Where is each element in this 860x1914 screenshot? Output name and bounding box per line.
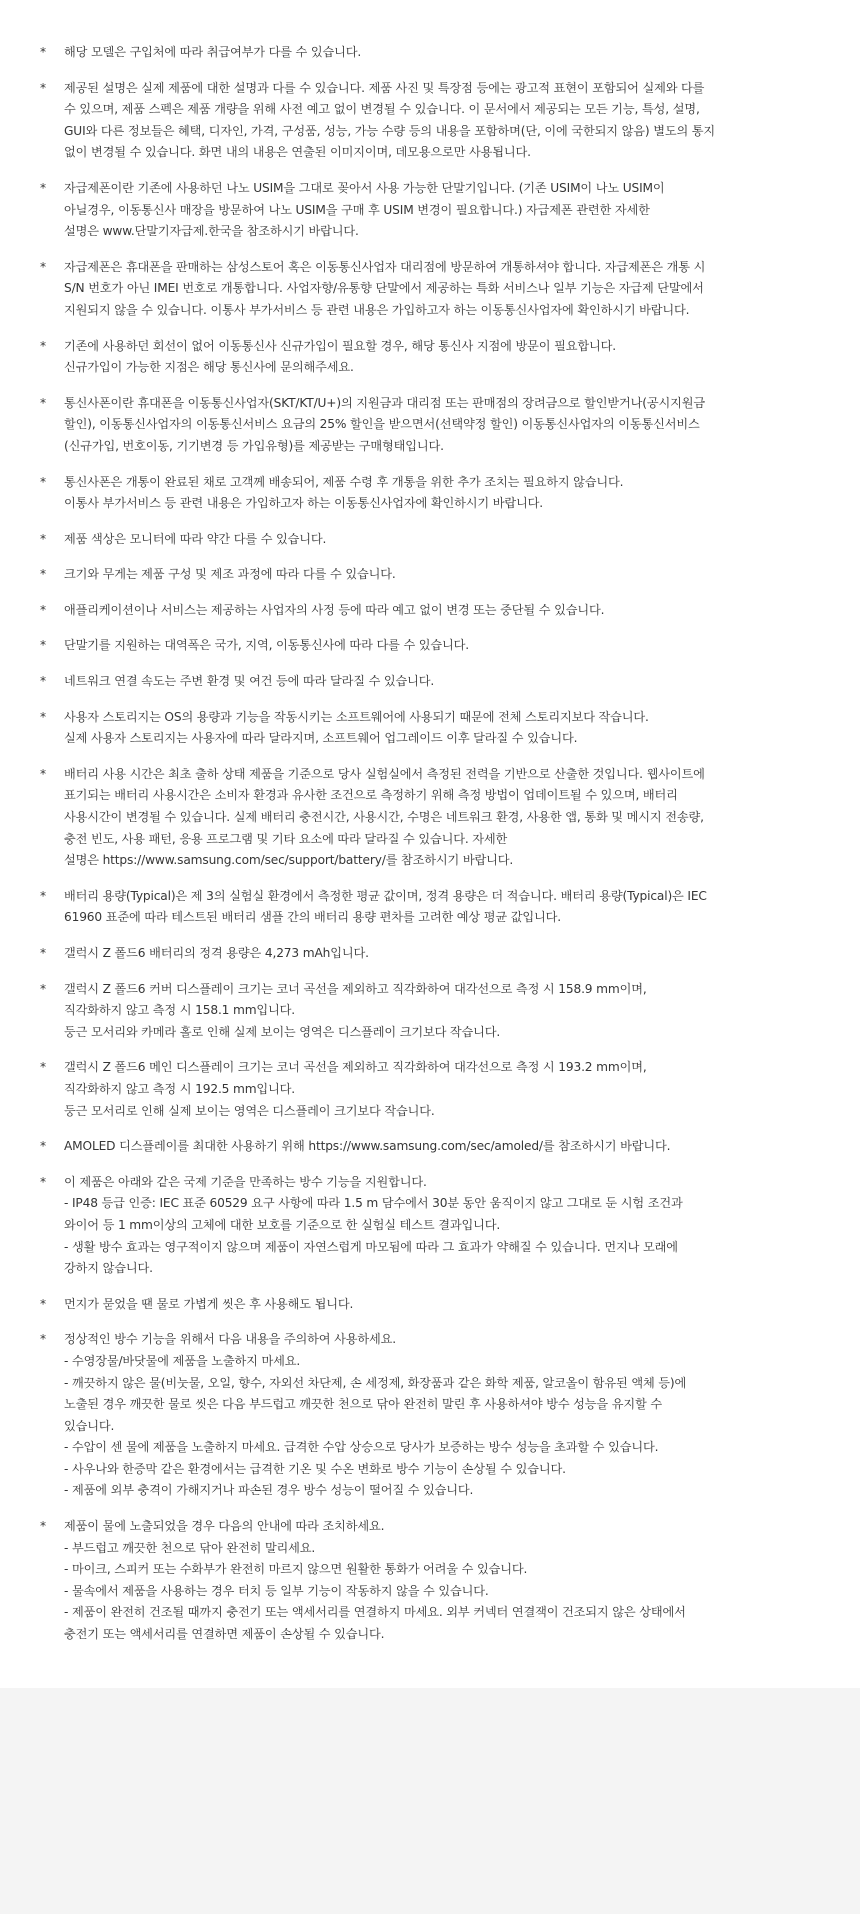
disclaimer-item bbox=[40, 635, 820, 657]
disclaimer-line: * 갤럭시 Z 폴드6 커버 디스플레이 크기는 코너 곡선을 제외하고 직각화하여 대각선으로 측정 시 158.9 mm이며, bbox=[64, 981, 647, 996]
disclaimer-line: * 제품 색상은 모니터에 따라 약간 다를 수 있습니다. bbox=[64, 531, 327, 546]
disclaimer-line: 아닐경우, 이동통신사 매장을 방문하여 나노 USIM을 구매 후 USIM 변경이 필요합니다.) 자급제폰 관련한 자세한 bbox=[64, 202, 650, 217]
disclaimer-line: 지원되지 않을 수 있습니다. 이통사 부가서비스 등 관련 내용은 가입하고자 하는 이동통신사업자에 확인하시기 바랍니다. bbox=[64, 302, 690, 317]
disclaimer-line: 사용시간이 변경될 수 있습니다. 실제 배터리 충전시간, 사용시간, 수명은 네트워크 환경, 사용한 앱, 통화 및 메시지 전송량, bbox=[64, 810, 704, 825]
disclaimer-line: - 부드럽고 깨끗한 천으로 닦아 완전히 말리세요. bbox=[64, 1540, 316, 1555]
disclaimer-item bbox=[40, 943, 820, 965]
disclaimer-line: * 단말기를 지원하는 대역폭은 국가, 지역, 이동통신사에 따라 다를 수 있습니다. bbox=[64, 638, 470, 653]
disclaimer-line: * 해당 모델은 구입처에 따라 취급여부가 다를 수 있습니다. bbox=[64, 45, 362, 59]
disclaimer-line: * 자급제폰이란 기존에 사용하던 나노 USIM을 그대로 꽂아서 사용 가능한 단말기입니다. (기존 USIM이 나노 USIM이 bbox=[64, 180, 665, 195]
disclaimer-item bbox=[40, 564, 820, 586]
disclaimer-line: * 크기와 무게는 제품 구성 및 제조 과정에 따라 다를 수 있습니다. bbox=[64, 567, 396, 582]
disclaimer-item bbox=[40, 42, 820, 64]
disclaimer-line: - IP48 등급 인증: IEC 표준 60529 요구 사항에 따라 1.5 m 담수에서 30분 동안 움직이지 않고 그대로 둔 시험 조건과 bbox=[64, 1196, 683, 1211]
disclaimer-item bbox=[40, 600, 820, 622]
disclaimer-line: * 자급제폰은 휴대폰을 판매하는 삼성스토어 혹은 이동통신사업자 대리점에 방문하여 개통하셔야 합니다. 자급제폰은 개통 시 bbox=[64, 259, 706, 274]
disclaimer-line: * 갤럭시 Z 폴드6 메인 디스플레이 크기는 코너 곡선을 제외하고 직각화하여 대각선으로 측정 시 193.2 mm이며, bbox=[64, 1060, 647, 1075]
disclaimer-line: * 사용자 스토리지는 OS의 용량과 기능을 작동시키는 소프트웨어에 사용되기 때문에 전체 스토리지보다 작습니다. bbox=[64, 709, 649, 724]
disclaimer-item bbox=[40, 393, 820, 458]
disclaimer-item bbox=[40, 764, 820, 872]
disclaimer-line: * 네트워크 연결 속도는 주변 환경 및 여건 등에 따라 달라질 수 있습니다. bbox=[64, 674, 435, 689]
disclaimer-line: 신규가입이 가능한 지점은 해당 통신사에 문의해주세요. bbox=[64, 360, 354, 375]
disclaimer-line: * 배터리 용량(Typical)은 제 3의 실험실 환경에서 측정한 평균 값이며, 정격 용량은 더 적습니다. 배터리 용량(Typical)은 IEC bbox=[64, 888, 707, 903]
disclaimer-line: - 제품에 외부 충격이 가해지거나 파손된 경우 방수 성능이 떨어질 수 있습니다. bbox=[64, 1483, 474, 1498]
disclaimer-list bbox=[40, 42, 820, 1646]
disclaimer-line: * 제공된 설명은 실제 제품에 대한 설명과 다를 수 있습니다. 제품 사진 및 특장점 등에는 광고적 표현이 포함되어 실제와 다를 bbox=[64, 80, 705, 95]
disclaimer-line: - 생활 방수 효과는 영구적이지 않으며 제품이 자연스럽게 마모됨에 따라 그 효과가 약해질 수 있습니다. 먼지나 모래에 bbox=[64, 1239, 678, 1254]
disclaimer-line: 할인), 이동통신사업자의 이동통신서비스 요금의 25% 할인을 받으면서(선택약정 할인) 이동통신사업자의 이동통신서비스 bbox=[64, 417, 700, 432]
disclaimer-item bbox=[40, 529, 820, 551]
disclaimer-line: 61960 표준에 따라 테스트된 배터리 샘플 간의 배터리 용량 편차를 고려한 예상 평균 값입니다. bbox=[64, 910, 561, 925]
disclaimer-line: - 사우나와 한증막 같은 환경에서는 급격한 기온 및 수온 변화로 방수 기능이 손상될 수 있습니다. bbox=[64, 1461, 566, 1476]
disclaimer-line: - 마이크, 스피커 또는 수화부가 완전히 마르지 않으면 원활한 통화가 어려울 수 있습니다. bbox=[64, 1562, 528, 1577]
disclaimer-line: 강하지 않습니다. bbox=[64, 1261, 153, 1276]
disclaimer-line: 실제 사용자 스토리지는 사용자에 따라 달라지며, 소프트웨어 업그레이드 이후 달라질 수 있습니다. bbox=[64, 731, 578, 746]
disclaimer-line: * AMOLED 디스플레이를 최대한 사용하기 위해 https://www.samsung.com/sec/amoled/를 참조하시기 바랍니다. bbox=[64, 1139, 671, 1154]
disclaimer-line: * 먼지가 묻었을 땐 물로 가볍게 씻은 후 사용해도 됩니다. bbox=[64, 1296, 354, 1311]
disclaimer-item bbox=[40, 1329, 820, 1502]
disclaimer-item bbox=[40, 886, 820, 929]
disclaimer-line: (신규가입, 번호이동, 기기변경 등 가입유형)를 제공받는 구매형태입니다. bbox=[64, 438, 444, 453]
disclaimer-line: 표기되는 배터리 사용시간은 소비자 환경과 유사한 조건으로 측정하기 위해 측정 방법이 업데이트될 수 있으며, 배터리 bbox=[64, 788, 678, 803]
disclaimer-line: 와이어 등 1 mm이상의 고체에 대한 보호를 기준으로 한 실험실 테스트 결과입니다. bbox=[64, 1217, 501, 1232]
disclaimer-line: - 수영장물/바닷물에 제품을 노출하지 마세요. bbox=[64, 1353, 301, 1368]
disclaimer-line: * 기존에 사용하던 회선이 없어 이동통신사 신규가입이 필요할 경우, 해당 통신사 지점에 방문이 필요합니다. bbox=[64, 338, 616, 353]
disclaimer-line: * 배터리 사용 시간은 최초 출하 상태 제품을 기준으로 당사 실험실에서 측정된 전력을 기반으로 산출한 것입니다. 웹사이트에 bbox=[64, 766, 705, 781]
disclaimer-line: - 물속에서 제품을 사용하는 경우 터치 등 일부 기능이 작동하지 않을 수 있습니다. bbox=[64, 1583, 489, 1598]
disclaimer-line: 설명은 https://www.samsung.com/sec/support/battery/를 참조하시기 바랍니다. bbox=[64, 853, 514, 868]
disclaimer-line: * 정상적인 방수 기능을 위해서 다음 내용을 주의하여 사용하세요. bbox=[64, 1332, 396, 1347]
disclaimer-line: 이통사 부가서비스 등 관련 내용은 가입하고자 하는 이동통신사업자에 확인하시기 바랍니다. bbox=[64, 496, 543, 511]
disclaimer-line: * 애플리케이션이나 서비스는 제공하는 사업자의 사정 등에 따라 예고 없이 변경 또는 중단될 수 있습니다. bbox=[64, 602, 605, 617]
disclaimer-line: 수 있으며, 제품 스펙은 제품 개량을 위해 사전 예고 없이 변경될 수 있습니다. 이 문서에서 제공되는 모든 기능, 특성, 설명, bbox=[64, 102, 700, 117]
disclaimer-item bbox=[40, 707, 820, 750]
disclaimer-line: - 수압이 센 물에 제품을 노출하지 마세요. 급격한 수압 상승으로 당사가 보증하는 방수 성능을 초과할 수 있습니다. bbox=[64, 1440, 659, 1455]
disclaimer-line: 둥근 모서리로 인해 실제 보이는 영역은 디스플레이 크기보다 작습니다. bbox=[64, 1103, 435, 1118]
disclaimer-line: 없이 변경될 수 있습니다. 화면 내의 내용은 연출된 이미지이며, 데모용으로만 사용됩니다. bbox=[64, 145, 531, 160]
disclaimer-line: - 깨끗하지 않은 물(비눗물, 오일, 향수, 자외선 차단제, 손 세정제, 화장품과 같은 화학 제품, 알코올이 함유된 액체 등)에 bbox=[64, 1375, 687, 1390]
disclaimer-line: * 통신사폰이란 휴대폰을 이동통신사업자(SKT/KT/U+)의 지원금과 대리점 또는 판매점의 장려금으로 할인받거나(공시지원금 bbox=[64, 395, 705, 410]
disclaimer-item bbox=[40, 78, 820, 164]
disclaimer-line: 직각화하지 않고 측정 시 158.1 mm입니다. bbox=[64, 1003, 296, 1018]
disclaimer-item bbox=[40, 1136, 820, 1158]
disclaimer-line: S/N 번호가 아닌 IMEI 번호로 개통합니다. 사업자향/유통향 단말에서 제공하는 특화 서비스나 일부 기능은 자급제 단말에서 bbox=[64, 281, 704, 296]
disclaimer-item bbox=[40, 979, 820, 1044]
disclaimer-line: * 이 제품은 아래와 같은 국제 기준을 만족하는 방수 기능을 지원합니다. bbox=[64, 1174, 427, 1189]
disclaimer-item bbox=[40, 1057, 820, 1122]
disclaimer-item bbox=[40, 1172, 820, 1280]
disclaimer-line: 충전 빈도, 사용 패턴, 응용 프로그램 및 기타 요소에 따라 달라질 수 있습니다. 자세한 bbox=[64, 831, 508, 846]
disclaimer-line: * 통신사폰은 개통이 완료된 채로 고객께 배송되어, 제품 수령 후 개통을 위한 추가 조치는 필요하지 않습니다. bbox=[64, 474, 624, 489]
disclaimer-line: 있습니다. bbox=[64, 1418, 115, 1433]
disclaimer-line: 노출된 경우 깨끗한 물로 씻은 다음 부드럽고 깨끗한 천으로 닦아 완전히 말린 후 사용하셔야 방수 성능을 유지할 수 bbox=[64, 1397, 662, 1412]
disclaimer-line: * 갤럭시 Z 폴드6 배터리의 정격 용량은 4,273 mAh입니다. bbox=[64, 946, 369, 960]
disclaimer-item bbox=[40, 1294, 820, 1316]
disclaimer-item bbox=[40, 472, 820, 515]
disclaimer-item bbox=[40, 671, 820, 693]
disclaimer-line: 설명은 www.단말기자급제.한국을 참조하시기 바랍니다. bbox=[64, 224, 359, 239]
disclaimer-line: 직각화하지 않고 측정 시 192.5 mm입니다. bbox=[64, 1081, 296, 1096]
disclaimer-item bbox=[40, 257, 820, 322]
disclaimer-item bbox=[40, 1516, 820, 1646]
disclaimer-item bbox=[40, 178, 820, 243]
disclaimer-line: 충전기 또는 액세서리를 연결하면 제품이 손상될 수 있습니다. bbox=[64, 1627, 385, 1642]
disclaimer-line: - 제품이 완전히 건조될 때까지 충전기 또는 액세서리를 연결하지 마세요. 외부 커넥터 연결잭이 건조되지 않은 상태에서 bbox=[64, 1605, 686, 1620]
disclaimer-line: * 제품이 물에 노출되었을 경우 다음의 안내에 따라 조치하세요. bbox=[64, 1519, 385, 1534]
disclaimer-line: GUI와 다른 정보들은 혜택, 디자인, 가격, 구성품, 성능, 가능 수량 등의 내용을 포함하며(단, 이에 국한되지 않음) 별도의 통지 bbox=[64, 123, 716, 138]
disclaimer-line: 둥근 모서리와 카메라 홀로 인해 실제 보이는 영역은 디스플레이 크기보다 작습니다. bbox=[64, 1024, 501, 1039]
disclaimer-item bbox=[40, 336, 820, 379]
